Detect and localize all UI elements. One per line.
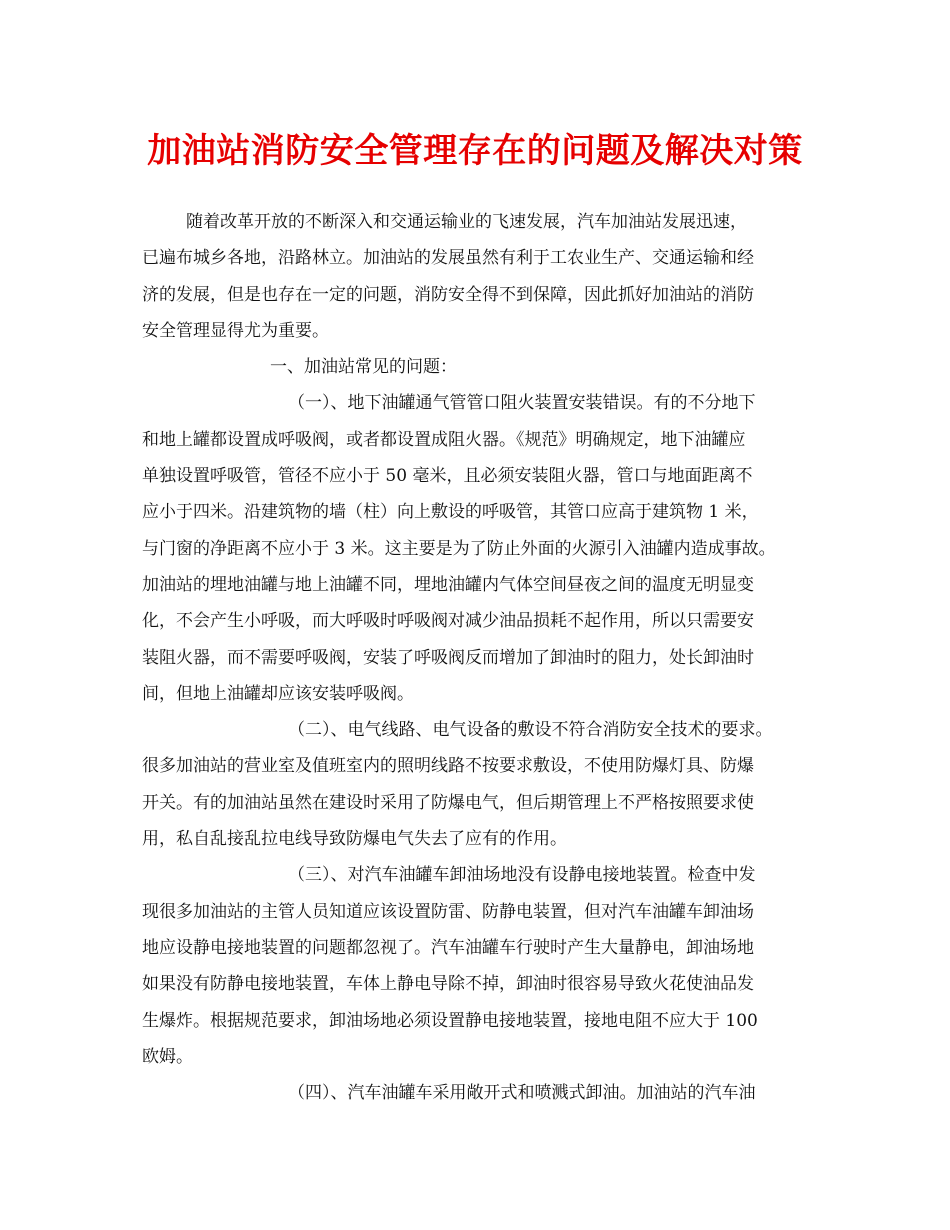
text-line: 装阻火器，而不需要呼吸阀，安装了呼吸阀反而增加了卸油时的阻力，处长卸油时 <box>142 647 754 668</box>
subsection-line: （二）、电气线路、电气设备的敷设不符合消防安全技术的要求。 <box>288 720 773 741</box>
subsection-line: （一）、地下油罐通气管管口阻火装置安装错误。有的不分地下 <box>288 393 756 414</box>
text-line: 安全管理显得尤为重要。 <box>142 320 329 341</box>
text-line: 地应设静电接地装置的问题都忽视了。汽车油罐车行驶时产生大量静电，卸油场地 <box>142 937 754 958</box>
text-line: 间，但地上油罐却应该安装呼吸阀。 <box>142 683 414 704</box>
text-line: 开关。有的加油站虽然在建设时采用了防爆电气，但后期管理上不严格按照要求使 <box>142 792 754 813</box>
document-body <box>142 204 822 1111</box>
text-line: 很多加油站的营业室及值班室内的照明线路不按要求敷设，不使用防爆灯具、防爆 <box>142 756 754 777</box>
text-line: 应小于四米。沿建筑物的墙（柱）向上敷设的呼吸管，其管口应高于建筑物 1 米， <box>142 502 759 523</box>
text-line: 已遍布城乡各地，沿路林立。加油站的发展虽然有利于工农业生产、交通运输和经 <box>142 248 754 269</box>
text-line: 和地上罐都设置成呼吸阀，或者都设置成阻火器。《规范》明确规定，地下油罐应 <box>142 429 746 450</box>
subsection-line: （四）、汽车油罐车采用敞开式和喷溅式卸油。加油站的汽车油 <box>288 1083 756 1104</box>
text-line: 单独设置呼吸管，管径不应小于 50 毫米，且必须安装阻火器，管口与地面距离不 <box>142 466 753 487</box>
text-line: 与门窗的净距离不应小于 3 米。这主要是为了防止外面的火源引入油罐内造成事故。 <box>142 538 776 559</box>
text-line: 随着改革开放的不断深入和交通运输业的飞速发展，汽车加油站发展迅速， <box>186 212 747 232</box>
text-line: 欧姆。 <box>142 1046 193 1067</box>
text-line: 用，私自乱接乱拉电线导致防爆电气失去了应有的作用。 <box>142 829 567 850</box>
text-line: 加油站的埋地油罐与地上油罐不同，埋地油罐内气体空间昼夜之间的温度无明显变 <box>142 574 754 595</box>
document-title: 加油站消防安全管理存在的问题及解决对策 <box>147 131 803 171</box>
subsection-line: （三）、对汽车油罐车卸油场地没有设静电接地装置。检查中发 <box>288 865 756 886</box>
text-line: 如果没有防静电接地装置，车体上静电导除不掉，卸油时很容易导致火花使油品发 <box>142 974 754 995</box>
text-line: 济的发展，但是也存在一定的问题，消防安全得不到保障，因此抓好加油站的消防 <box>142 284 754 305</box>
text-line: 现很多加油站的主管人员知道应该设置防雷、防静电装置，但对汽车油罐车卸油场 <box>142 901 754 922</box>
text-line: 化，不会产生小呼吸，而大呼吸时呼吸阀对减少油品损耗不起作用，所以只需要安 <box>142 611 754 632</box>
text-line: 生爆炸。根据规范要求，卸油场地必须设置静电接地装置，接地电阻不应大于 100 <box>142 1010 758 1031</box>
section-heading: 一、加油站常见的问题： <box>270 357 457 378</box>
